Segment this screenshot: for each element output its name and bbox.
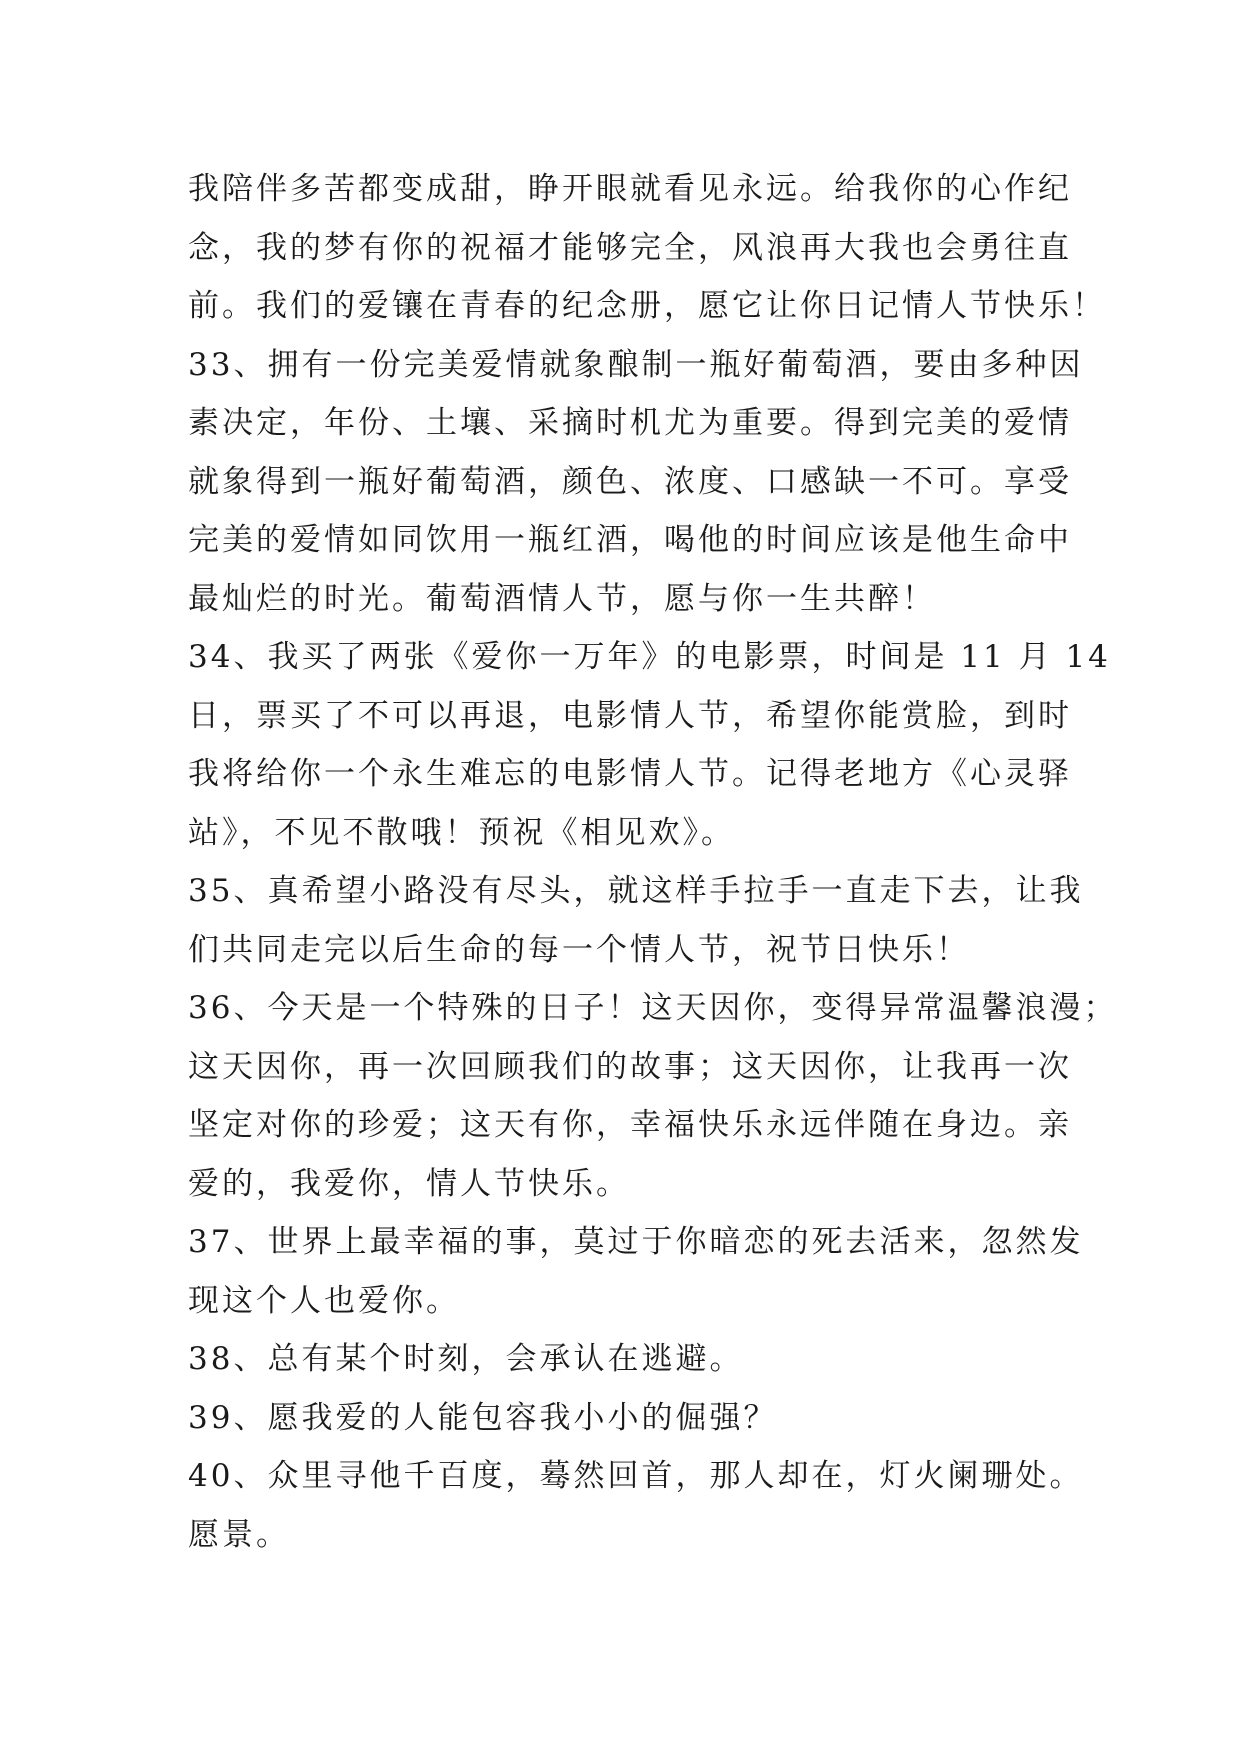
text-line: 站》，不见不散哦！预祝《相见欢》。 [188, 814, 735, 851]
text-line: 素决定，年份、土壤、采摘时机尤为重要。得到完美的爱情 [188, 405, 1072, 441]
text-line: 们共同走完以后生命的每一个情人节，祝节日快乐！ [188, 931, 970, 968]
text-line: 这天因你，再一次回顾我们的故事；这天因你，让我再一次 [188, 1048, 1072, 1085]
text-line: 现这个人也爱你。 [188, 1282, 460, 1319]
text-line: 34、我买了两张《爱你一万年》的电影票，时间是 11 月 14 [188, 639, 1111, 675]
text-line: 35、真希望小路没有尽头，就这样手拉手一直走下去，让我 [188, 873, 1084, 909]
text-line: 最灿烂的时光。葡萄酒情人节，愿与你一生共醉！ [188, 580, 936, 617]
text-line: 33、拥有一份完美爱情就象酿制一瓶好葡萄酒，要由多种因 [188, 346, 1084, 383]
text-line: 37、世界上最幸福的事，莫过于你暗恋的死去活来，忽然发 [188, 1224, 1084, 1260]
text-line: 念，我的梦有你的祝福才能够完全，风浪再大我也会勇往直 [188, 229, 1072, 266]
text-line: 就象得到一瓶好葡萄酒，颜色、浓度、口感缺一不可。享受 [188, 463, 1072, 500]
text-line: 39、愿我爱的人能包容我小小的倔强？ [188, 1399, 778, 1436]
text-line: 愿景。 [188, 1516, 290, 1553]
text-line: 完美的爱情如同饮用一瓶红酒，喝他的时间应该是他生命中 [188, 522, 1072, 558]
text-line: 我将给你一个永生难忘的电影情人节。记得老地方《心灵驿 [188, 756, 1072, 792]
text-line: 我陪伴多苦都变成甜，睁开眼就看见永远。给我你的心作纪 [188, 171, 1072, 207]
text-line: 40、众里寻他千百度，蓦然回首，那人却在，灯火阑珊处。 [188, 1458, 1084, 1494]
text-line: 坚定对你的珍爱；这天有你，幸福快乐永远伴随在身边。亲 [188, 1107, 1072, 1143]
text-line: 38、总有某个时刻，会承认在逃避。 [188, 1341, 744, 1377]
text-line: 日，票买了不可以再退，电影情人节，希望你能赏脸，到时 [188, 697, 1072, 734]
document-body [188, 160, 1118, 1564]
text-line: 前。我们的爱镶在青春的纪念册，愿它让你日记情人节快乐！ [188, 288, 1106, 324]
text-line: 36、今天是一个特殊的日子！这天因你，变得异常温馨浪漫； [188, 990, 1118, 1026]
text-line: 爱的，我爱你，情人节快乐。 [188, 1165, 630, 1202]
